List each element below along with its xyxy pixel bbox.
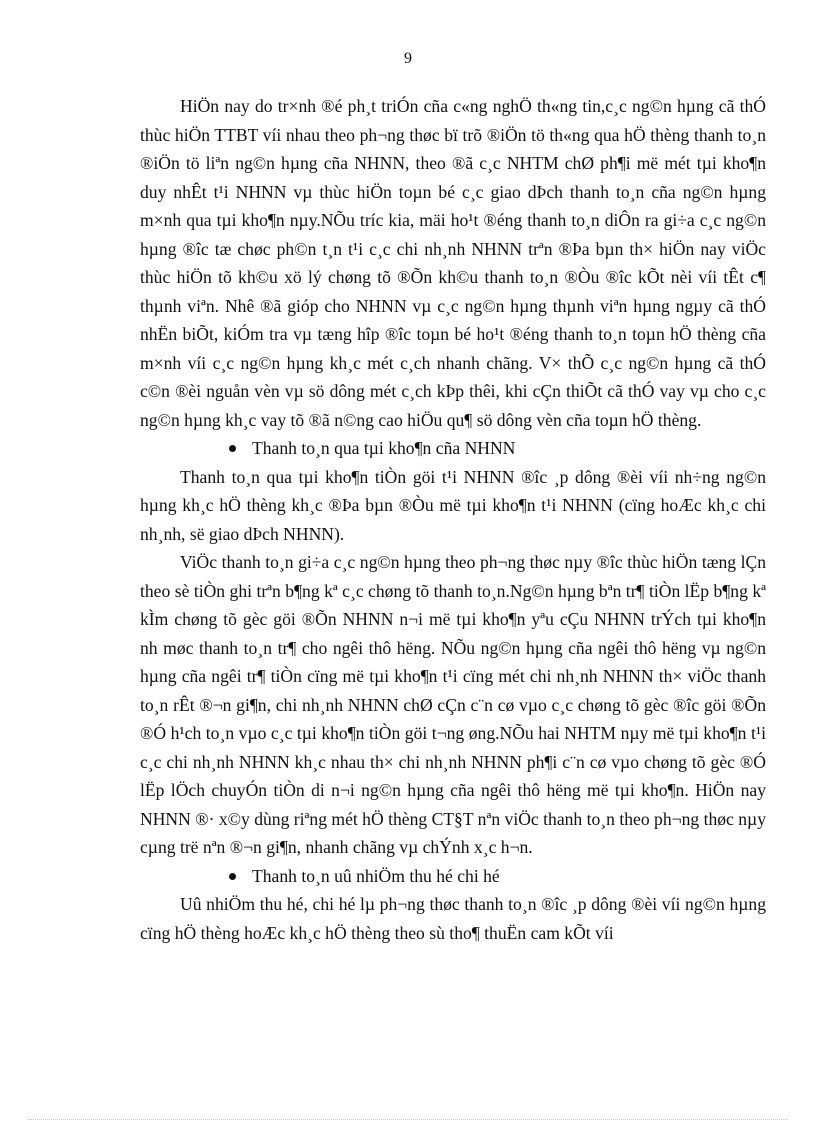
- bullet-label: Thanh to¸n qua tµi kho¶n cña NHNN: [252, 438, 516, 458]
- bullet-label: Thanh to¸n uû nhiÖm thu hé chi hé: [252, 865, 500, 886]
- paragraph-account-scope: Thanh to¸n qua tµi kho¶n tiÒn göi t¹i NHNN ®îc ¸p dông ®èi víi nh÷ng ng©n hµng kh¸c hÖ thèng kh¸c ®Þa bµn ®Òu më tµi kho¶n t¹i NHNN (cïng hoÆc kh¸c chi nh¸nh, së giao dÞch NHNN).: [140, 466, 766, 544]
- paragraph-collection-intro: Uû nhiÖm thu hé, chi hé lµ ph¬ng thøc thanh to¸n ®îc ¸p dông ®èi víi ng©n hµng cïng hÖ thèng hoÆc kh¸c hÖ thèng theo sù tho¶ thuËn cam kÕt víi: [140, 894, 766, 943]
- bullet-dot-icon: [229, 873, 236, 880]
- body-text: [140, 92, 766, 947]
- paragraph-account-process: ViÖc thanh to¸n gi÷a c¸c ng©n hµng theo ph¬ng thøc nµy ®îc thùc hiÖn tæng lÇn theo sè tiÒn ghi trªn b¶ng kª c¸c chøng tõ thanh to¸n.Ng©n hµng bªn tr¶ tiÒn lËp b¶ng kª kÌm chøng tõ gèc göi ®Õn NHNN n¬i më tµi kho¶n yªu cÇu NHNN trÝch tµi kho¶n nh møc thanh to¸n tr¶ cho ngêi thô hëng. NÕu ng©n hµng cña ngêi thô hëng vµ ng©n hµng cña ngêi tr¶ tiÒn cïng më tµi kho¶n t¹i cïng mét chi nh¸nh NHNN th× viÖc thanh to¸n rÊt ®¬n gi¶n, chi nh¸nh NHNN chØ cÇn c¨n cø vµo c¸c chøng tõ gèc ®îc göi ®Õn ®Ó h¹ch to¸n vµo c¸c tµi kho¶n tiÒn göi t¬ng øng.NÕu hai NHTM nµy më tµi kho¶n t¹i c¸c chi nh¸nh NHNN kh¸c nhau th× chi nh¸nh NHNN ph¶i c¨n cø vµo chøng tõ gèc ®Ó lËp lÖch chuyÓn tiÒn di n¬i ng©n hµng cña ngêi thô hëng më tµi kho¶n. HiÖn nay NHNN ®· x©y dùng riªng mét hÖ thèng CT§T nªn viÖc thanh to¸n theo ph¬ng thøc nµy cµng trë nªn ®¬n gi¶n, nhanh chãng vµ chÝnh x¸c h¬n.: [140, 552, 766, 857]
- page-bottom-divider: [28, 1119, 788, 1120]
- bullet-item-collection-payment: [140, 862, 766, 891]
- bullet-item-account-payment: [140, 434, 766, 463]
- bullet-dot-icon: [229, 445, 236, 452]
- paragraph-intro: HiÖn nay do tr×nh ®é ph¸t triÓn cña c«ng nghÖ th«ng tin,c¸c ng©n hµng cã thÓ thùc hiÖn TTBT víi nhau theo ph¬ng thøc bï trõ ®iÖn tö th«ng qua hÖ thèng thanh to¸n ®iÖn tö liªn ng©n hµng cña NHNN, theo ®ã c¸c NHTM chØ ph¶i më mét tµi kho¶n duy nhÊt t¹i NHNN vµ thùc hiÖn toµn bé c¸c giao dÞch thanh to¸n cña ng©n hµng m×nh qua tµi kho¶n nµy.NÕu tríc kia, mäi ho¹t ®éng thanh to¸n diÔn ra gi÷a c¸c ng©n hµng ®îc tæ chøc ph©n t¸n t¹i c¸c chi nh¸nh NHNN trªn ®Þa bµn th× hiÖn nay viÖc thùc hiÖn tõ kh©u xö lý chøng tõ ®Õn kh©u thanh to¸n ®Òu ®îc kÕt nèi víi tÊt c¶ thµnh viªn. Nhê ®ã gióp cho NHNN vµ c¸c ng©n hµng thµnh viªn hµng ngµy cã thÓ nhËn biÕt, kiÓm tra vµ tæng hîp ®îc toµn bé ho¹t ®éng thanh to¸n toµn hÖ thèng cña m×nh víi c¸c ng©n hµng kh¸c mét c¸ch nhanh chãng. V× thÕ c¸c ng©n hµng cã thÓ c©n ®èi nguån vèn vµ sö dông mét c¸ch kÞp thêi, khi cÇn thiÕt cã thÓ vay vµ cho c¸c ng©n hµng kh¸c vay tõ ®ã n©ng cao hiÖu qu¶ sö dông vèn cña toµn hÖ thèng.: [140, 96, 766, 430]
- page-number: 9: [404, 50, 412, 67]
